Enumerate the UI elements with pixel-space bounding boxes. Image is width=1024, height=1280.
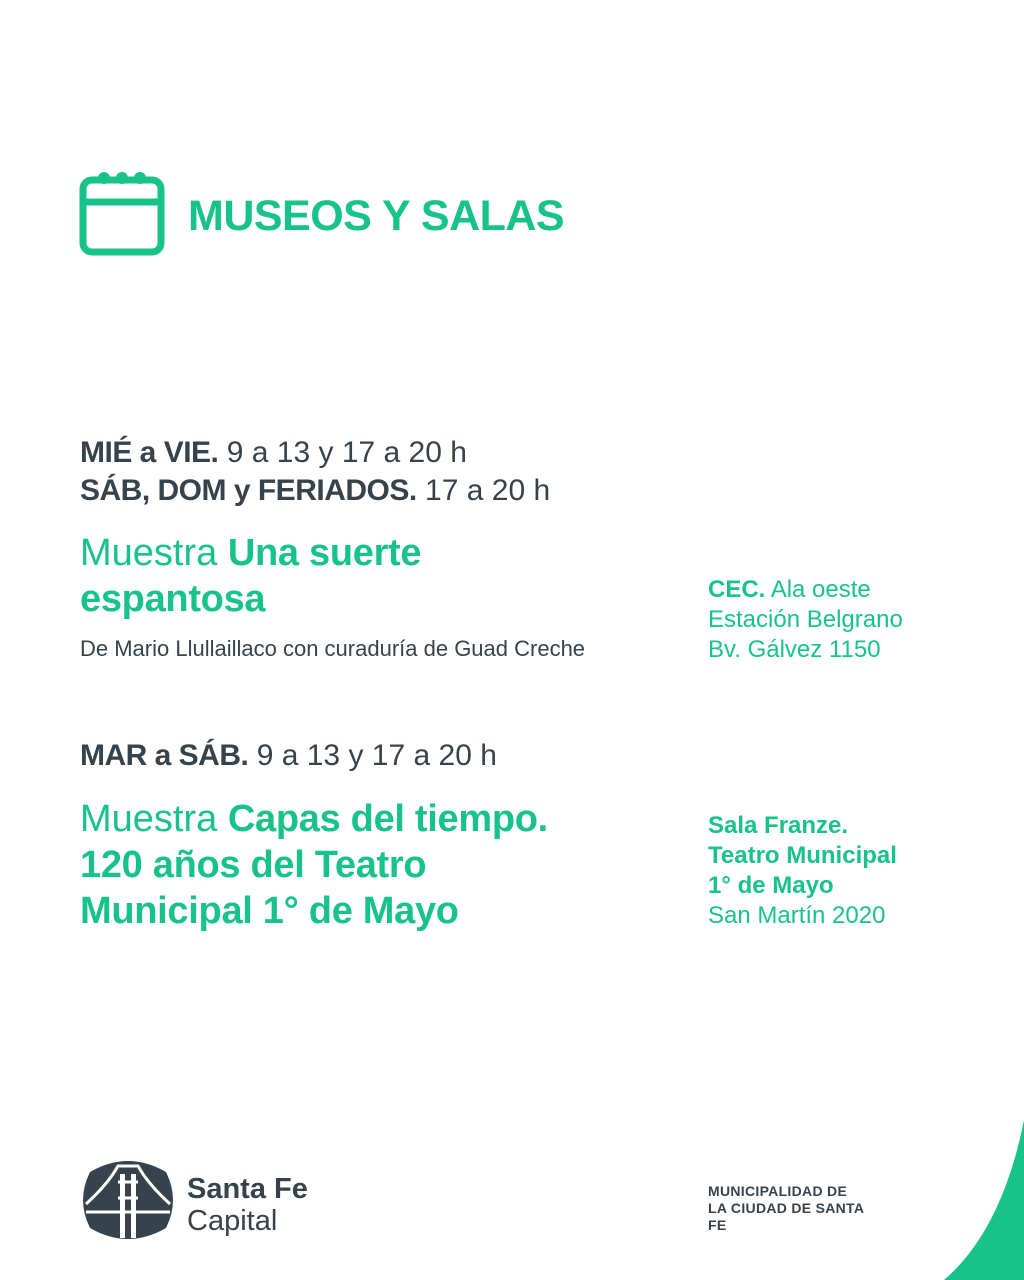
exhibition-title: [80, 530, 680, 622]
exhibition-name: Una suerte: [227, 532, 422, 574]
schedule-line: [80, 737, 497, 775]
schedule-line: [80, 434, 467, 472]
exhibition-title: [80, 796, 700, 934]
venue-address: [708, 811, 897, 931]
exhibition-credit: De Mario Llullaillaco con curaduría de Guad Creche: [80, 636, 586, 661]
calendar-icon: [78, 168, 168, 258]
schedule-days: MAR a SÁB.: [80, 739, 249, 772]
exhibition-lead: Muestra: [80, 532, 218, 574]
schedule-line: [80, 472, 550, 510]
logo-text: Capital: [187, 1205, 278, 1237]
exhibition-name: Capas del tiempo.: [227, 798, 548, 840]
venue-name: 1° de Mayo: [708, 872, 834, 899]
venue-line: San Martín 2020: [708, 902, 886, 929]
schedule-days: SÁB, DOM y FERIADOS.: [80, 474, 417, 507]
venue-line: Estación Belgrano: [708, 606, 903, 633]
venue-address: [708, 575, 903, 665]
exhibition-name: 120 años del Teatro: [80, 844, 427, 886]
exhibition-name: espantosa: [80, 578, 266, 620]
schedule-days: MIÉ a VIE.: [80, 436, 219, 469]
schedule-hours: 9 a 13 y 17 a 20 h: [256, 739, 497, 772]
venue-line: Bv. Gálvez 1150: [708, 636, 881, 663]
municipality-label: MUNICIPALIDAD DE LA CIUDAD DE SANTA FE: [708, 1183, 864, 1233]
bridge-logo-icon: [80, 1152, 176, 1248]
schedule-hours: 17 a 20 h: [425, 474, 551, 507]
venue-name: CEC.: [708, 576, 766, 603]
logo-text: Santa Fe: [187, 1173, 308, 1205]
exhibition-lead: Muestra: [80, 798, 218, 840]
decorative-corner-shape: [764, 1120, 1024, 1280]
venue-name: Sala Franze.: [708, 812, 849, 839]
page-title: MUSEOS Y SALAS: [188, 192, 565, 240]
schedule-hours: 9 a 13 y 17 a 20 h: [226, 436, 467, 469]
venue-line: Ala oeste: [770, 576, 871, 603]
venue-name: Teatro Municipal: [708, 842, 897, 869]
exhibition-name: Municipal 1° de Mayo: [80, 890, 459, 932]
